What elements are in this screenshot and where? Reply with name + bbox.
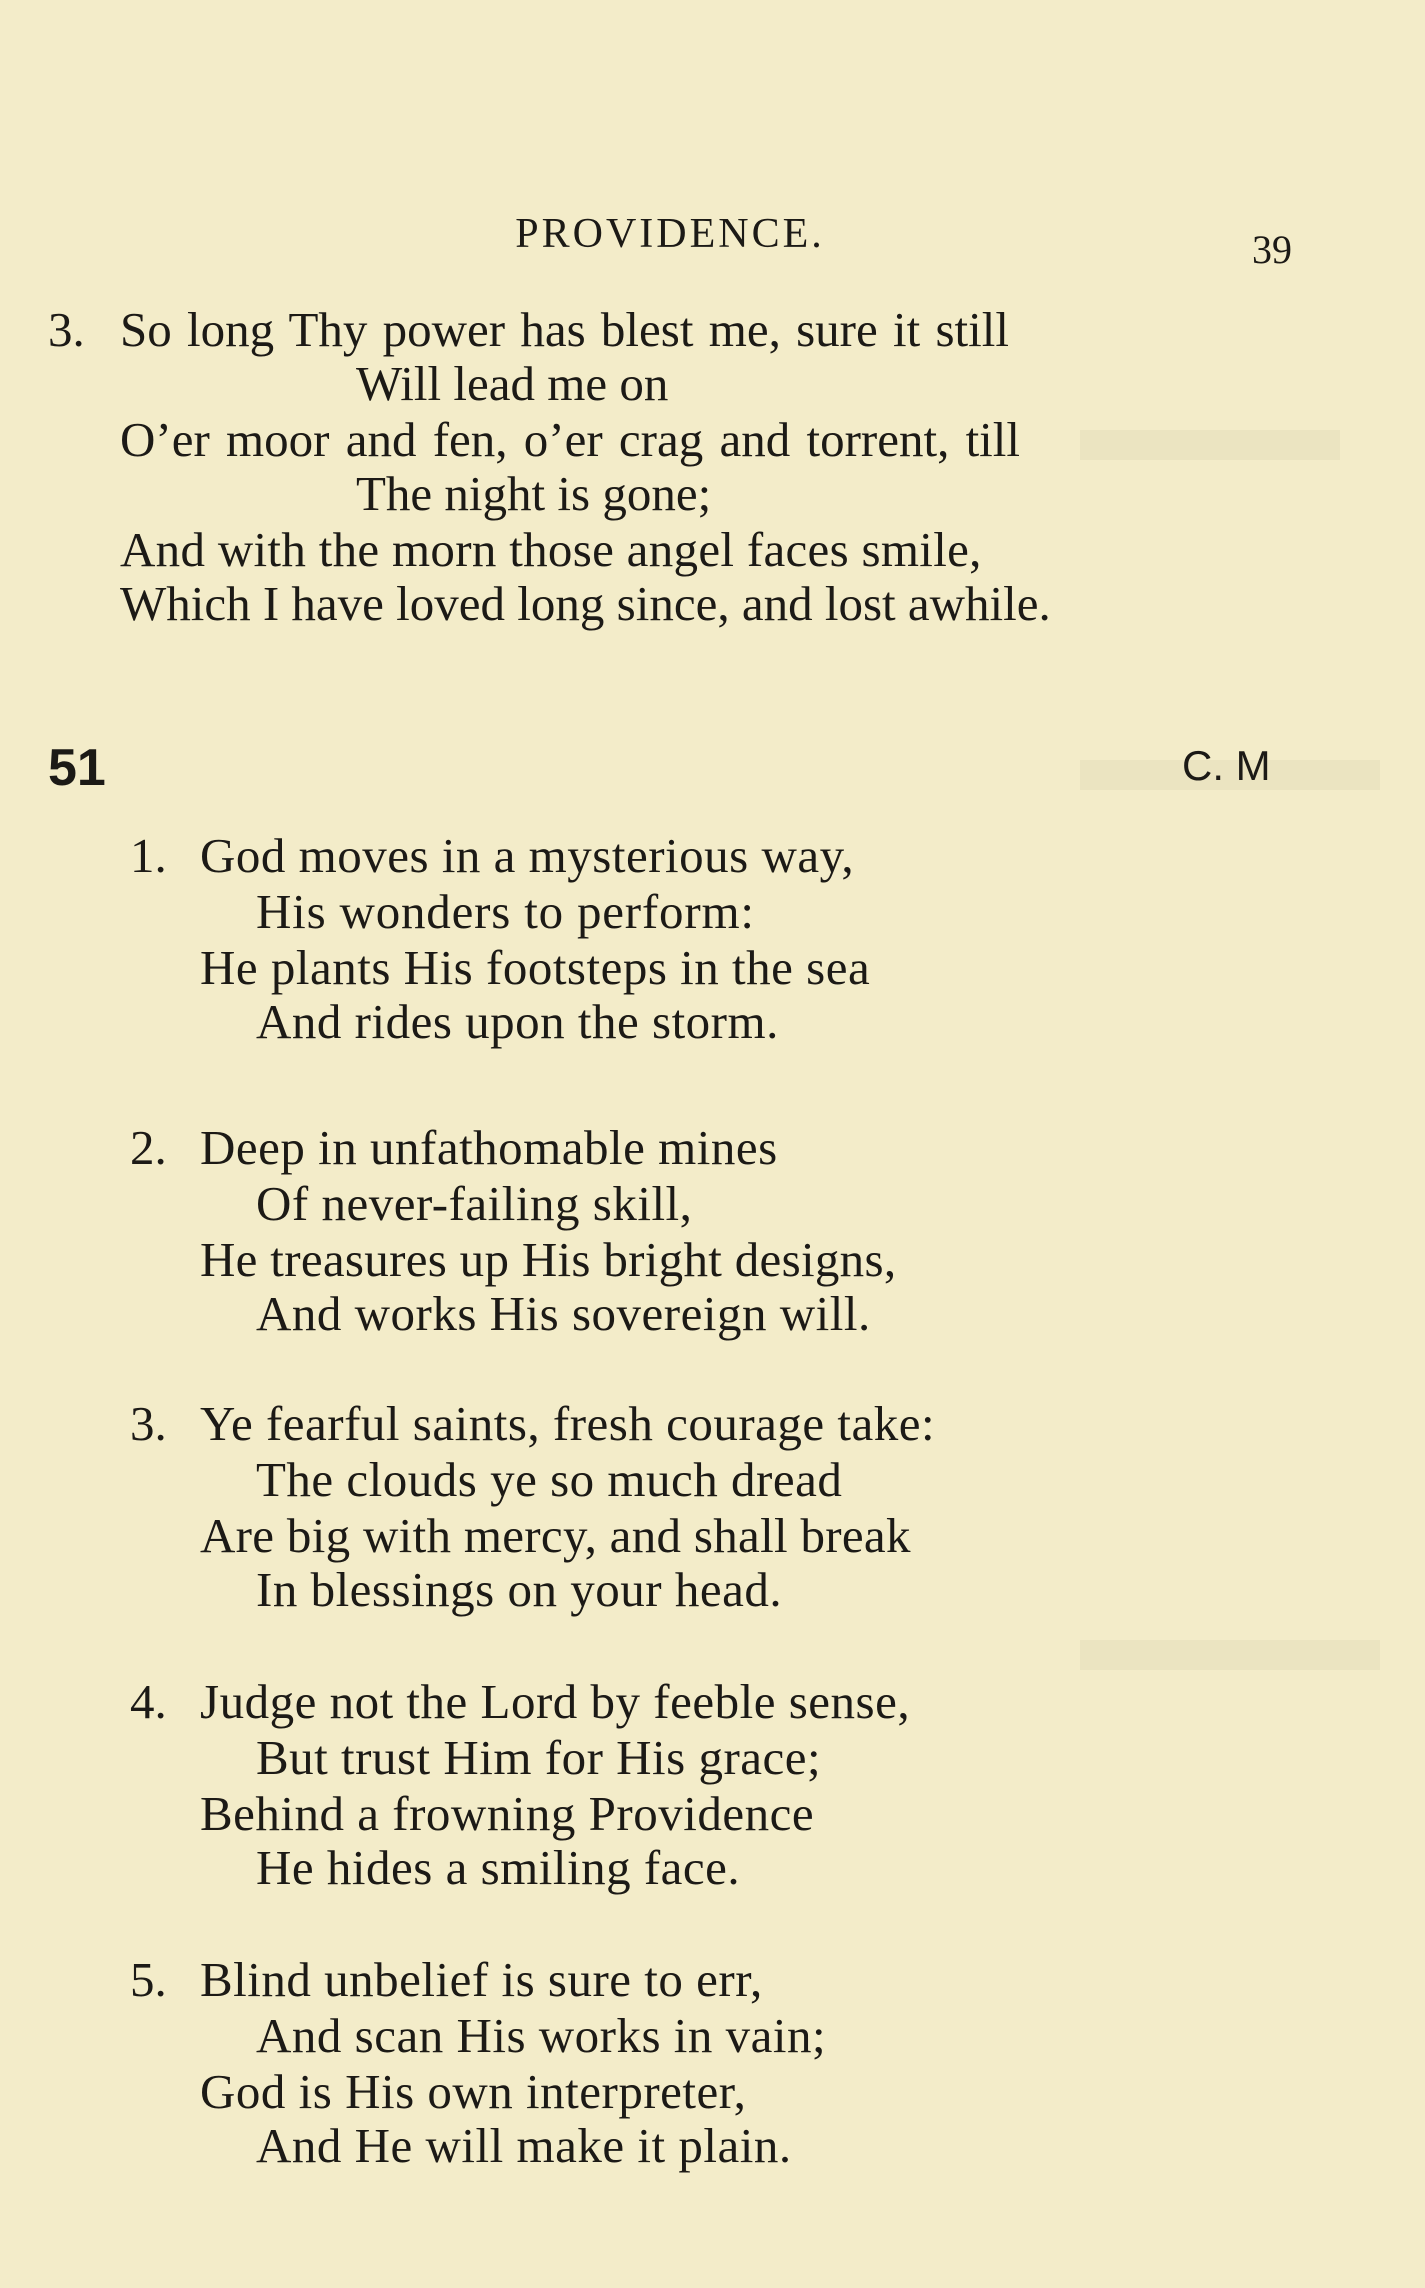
verse-line: So long Thy power has blest me, sure it still (120, 302, 1009, 357)
verse-line: Judge not the Lord by feeble sense, (200, 1674, 911, 1729)
verse-line: Deep in unfathomable mines (200, 1120, 778, 1175)
verse-line: God is His own interpreter, (200, 2064, 747, 2119)
verse-number: 4. (130, 1674, 167, 1729)
verse-number: 2. (130, 1120, 167, 1175)
verse-line: Ye fearful saints, fresh courage take: (200, 1396, 936, 1451)
verse-line: Of never-failing skill, (256, 1176, 693, 1231)
verse-line: The night is gone; (356, 466, 712, 521)
verse-number: 3. (48, 302, 85, 357)
verse-number: 1. (130, 828, 167, 883)
verse-line: He hides a smiling face. (256, 1840, 741, 1895)
hymn-meter: C. M (1182, 742, 1271, 789)
verse-line: He plants His footsteps in the sea (200, 940, 871, 995)
verse-line: God moves in a mysterious way, (200, 828, 855, 883)
verse-line: But trust Him for His grace; (256, 1730, 822, 1785)
verse-line: Behind a frowning Providence (200, 1786, 815, 1841)
verse-line: Will lead me on (356, 356, 669, 411)
bleed-through-shadow (1080, 1640, 1380, 1670)
verse-line: In blessings on your head. (256, 1562, 783, 1617)
page-number: 39 (1252, 227, 1292, 272)
verse-line: Are big with mercy, and shall break (200, 1508, 911, 1563)
verse-line: And rides upon the storm. (256, 994, 779, 1049)
verse-line: He treasures up His bright designs, (200, 1232, 897, 1287)
verse-number: 3. (130, 1396, 167, 1451)
verse-number: 5. (130, 1952, 167, 2007)
bleed-through-shadow (1080, 430, 1340, 460)
verse-line: The clouds ye so much dread (256, 1452, 843, 1507)
verse-line: And works His sovereign will. (256, 1286, 871, 1341)
verse-line: Blind unbelief is sure to err, (200, 1952, 763, 2007)
verse-line: And He will make it plain. (256, 2118, 792, 2173)
verse-line: And with the morn those angel faces smile, (120, 522, 982, 577)
verse-line: Which I have loved long since, and lost awhile. (120, 576, 1051, 631)
verse-line: His wonders to perform: (256, 884, 755, 939)
verse-line: O’er moor and fen, o’er crag and torrent, till (120, 412, 1021, 467)
verse-line: And scan His works in vain; (256, 2008, 827, 2063)
section-title: PROVIDENCE. (515, 211, 825, 257)
hymn-number: 51 (48, 739, 106, 797)
